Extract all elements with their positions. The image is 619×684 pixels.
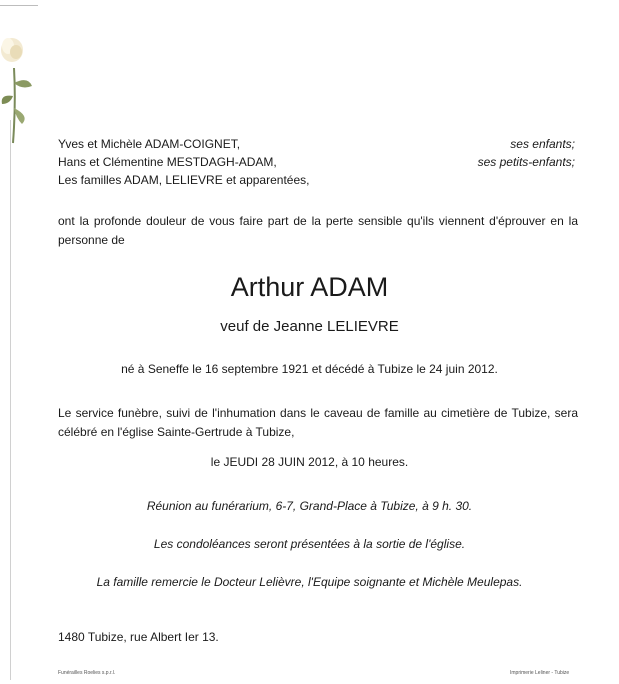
- widow-of: veuf de Jeanne LELIEVRE: [220, 318, 399, 335]
- footer-right: Imprimerie Leliner - Tubize: [510, 670, 570, 676]
- family-row-children: [58, 137, 575, 151]
- footer-left: Funérailles Roelies s.p.r.l.: [58, 670, 116, 676]
- family-names: Hans et Clémentine MESTDAGH-ADAM,: [58, 155, 277, 169]
- family-names: Les familles ADAM, LELIEVRE et apparentées,: [58, 173, 310, 187]
- family-row-relatives: [58, 173, 575, 187]
- top-rule: [0, 5, 38, 6]
- family-role: ses petits-enfants;: [477, 155, 575, 169]
- birth-death: né à Seneffe le 16 septembre 1921 et décédé à Tubize le 24 juin 2012.: [121, 362, 498, 376]
- address-text: 1480 Tubize, rue Albert Ier 13.: [58, 630, 219, 644]
- service-date: le JEUDI 28 JUIN 2012, à 10 heures.: [210, 455, 409, 469]
- side-rule: [10, 120, 11, 680]
- rose-icon: [0, 28, 40, 148]
- family-row-grandchildren: [58, 155, 575, 169]
- family-role: ses enfants;: [510, 137, 575, 151]
- condolences-text: Les condoléances seront présentées à la sortie de l'église.: [153, 537, 466, 551]
- thanks-text: La famille remercie le Docteur Lelièvre, l'Equipe soignante et Michèle Meulepas.: [96, 575, 523, 589]
- reunion-text: Réunion au funérarium, 6-7, Grand-Place à Tubize, à 9 h. 30.: [146, 499, 473, 513]
- announcement-text: ont la profonde douleur de vous faire part de la perte sensible qu'ils viennent d'éprouver en la personne de: [58, 214, 578, 247]
- service-text: Le service funèbre, suivi de l'inhumation dans le caveau de famille au cimetière de Tubize, sera célébré en l'église Sainte-Gertrude à Tubize,: [58, 406, 578, 439]
- family-names: Yves et Michèle ADAM-COIGNET,: [58, 137, 241, 151]
- deceased-name: Arthur ADAM: [230, 272, 389, 302]
